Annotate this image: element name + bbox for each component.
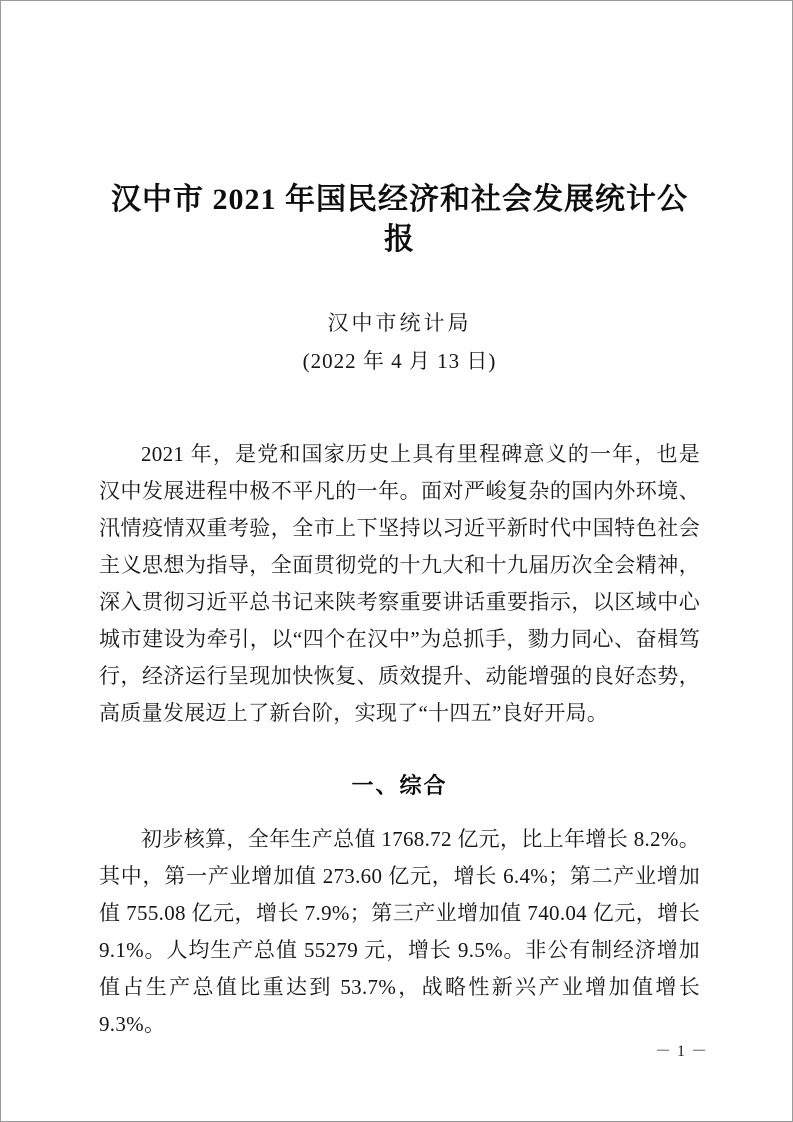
intro-paragraph: 2021 年，是党和国家历史上具有里程碑意义的一年，也是汉中发展进程中极不平凡的一年。面对严峻复杂的国内外环境、汛情疫情双重考验，全市上下坚持以习近平新时代中国特色社会主义思想为指导，全面贯彻党的十九大和十九届历次全会精神，深入贯彻习近平总书记来陕考察重要讲话重要指示，以区域中心城市建设为牵引，以“四个在汉中”为总抓手，勠力同心、奋楫笃行，经济运行呈现加快恢复、质效提升、动能增强的良好态势，高质量发展迈上了新台阶，实现了“十四五”良好开局。	[99, 442, 700, 725]
section-heading-overview: 一、综合	[351, 773, 448, 798]
document-title: 汉中市 2021 年国民经济和社会发展统计公报	[111, 183, 688, 256]
section-paragraph: 初步核算，全年生产总值 1768.72 亿元，比上年增长 8.2%。其中，第一产业增加值 273.60 亿元，增长 6.4%；第二产业增加值 755.08 亿元，增长 7.9%；第三产业增加值 740.04 亿元，增长 9.1%。人均生产总值 55279 元，增长 9.5%。非公有制经济增加值占生产总值比重达到 53.7%，战略性新兴产业增加值增长 9.3%。	[99, 827, 700, 1036]
page-number: － 1 －	[654, 1043, 708, 1060]
date-line: (2022 年 4 月 13 日)	[302, 349, 497, 373]
publisher-line: 汉中市统计局	[327, 311, 472, 335]
